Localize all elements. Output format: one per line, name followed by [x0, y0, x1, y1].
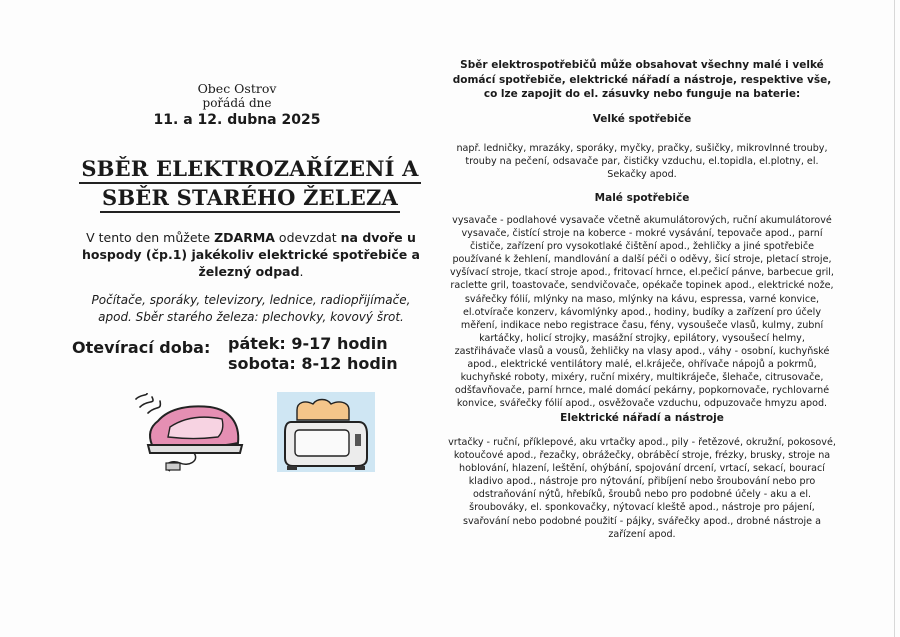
scan-edge-line — [894, 0, 895, 637]
small-appliances-text: vysavače - podlahové vysavače včetně akumulátorových, ruční akumulátorové vysavače, čistící stroje na koberce - mokré vysávání, tepovače apod., parní čističe, zařízení pro vysokotlaké čištění apod., žehličky a jiné spotřebiče používané k žehlení, mandlování a další péči o oděvy, šicí stroje, pletací stroje, vyšívací stroje, tkací stroje apod., fritovací hrnce, el.pečicí pánve, barbecue gril, raclette gril, toastovače, sendvičovače, opékače topinek apod., elektrické nože, svářečky fólií, mlýnky na maso, mlýnky na kávu, espressa, varné konvice, el.otvírače konzerv, kávomlýnky apod., hodiny, budíky a zařízení pro účely měření, indikace nebo registrace času, fény, vysoušeče vlasů, kulmy, zubní kartáčky, holicí strojky, masážní strojky, epilátory, vysoušecí helmy, zastřihávače vlasů a vousů, žehličky na vlasy apod., váhy - osobní, kuchyňské apod., elektrické ventilátory malé, el.kráječe, ohřívače nápojů a pokrmů, kuchyňské roboty, mixéry, ruční mixéry, multikráječe, šlehače, citrusovače, odšťavňovače, parní hrnce, malé domácí pekárny, popkornovače, rychlovarné konvice, svářečky fólií apod., osvěžovače vzduchu, odpuzovače hmyzu apod. — [450, 215, 834, 410]
event-date: 11. a 12. dubna 2025 — [153, 112, 321, 128]
heading-small-appliances: Malé spotřebiče — [594, 192, 690, 204]
opening-hours-label: Otevírací doba: — [72, 338, 211, 357]
collection-intro: Sběr elektrospotřebičů může obsahovat všechny malé i velké domácí spotřebiče, elektrické nářadí a nástroje, respektive vše, co lze zapojit do el. zásuvky nebo funguje na baterie: — [452, 59, 832, 100]
title-line-1: SBĚR ELEKTROZAŘÍZENÍ A — [79, 155, 420, 184]
opening-hours-saturday: sobota: 8-12 hodin — [228, 354, 398, 373]
organizer-subline: pořádá dne — [202, 96, 272, 110]
intro-paragraph — [82, 229, 420, 280]
heading-power-tools: Elektrické nářadí a nástroje — [560, 412, 724, 424]
opening-hours-friday: pátek: 9-17 hodin — [228, 334, 388, 353]
heading-big-appliances: Velké spotřebiče — [592, 113, 692, 125]
big-appliances-text: např. ledničky, mrazáky, sporáky, myčky, pračky, sušičky, mikrovlnné trouby, trouby na pečení, odsavače par, čističky vzduchu, el.topidla, el.plotny, el. Sekačky apod. — [456, 143, 828, 181]
organizer — [62, 82, 412, 110]
organizer-name: Obec Ostrov — [197, 81, 277, 96]
intro-text-b: odevzdat — [274, 230, 341, 245]
power-tools-text: vrtačky - ruční, příklepové, aku vrtačky apod., pily - řetězové, okružní, pokosové, kotoučové apod., řezačky, obrážečky, obráběcí stroje, frézky, brusky, stroje na hoblování, hlazení, leštění, ohýbání, spojování drcení, vrtací, sekací, bourací kladivo apod., nástroje pro nýtování, přibíjení nebo šroubování nebo pro odstraňování nýtů, hřebíků, šroubů nebo pro podobné účely - aku a el. šroubováky, el. sponkovačky, nýtovací kleště apod., nástroje pro pájení, svařování nebo podobné použití - pájky, svářečky apod., drobné nástroje a zařízení apod. — [448, 437, 836, 540]
intro-text-a: V tento den můžete — [86, 230, 215, 245]
intro-text-end: . — [299, 264, 304, 279]
flyer-title — [70, 155, 430, 213]
steam-iron-icon — [130, 393, 260, 473]
examples-paragraph: Počítače, sporáky, televizory, lednice, radiopřijímače, apod. Sběr starého železa: plechovky, kovový šrot. — [91, 293, 411, 324]
toaster-icon — [277, 392, 375, 472]
right-column — [448, 58, 836, 540]
intro-location: na dvoře u hospody (čp.1) jakékoliv elektrické spotřebiče a železný odpad — [82, 230, 420, 279]
intro-free: ZDARMA — [214, 230, 275, 245]
title-line-2: SBĚR STARÉHO ŽELEZA — [100, 184, 400, 213]
